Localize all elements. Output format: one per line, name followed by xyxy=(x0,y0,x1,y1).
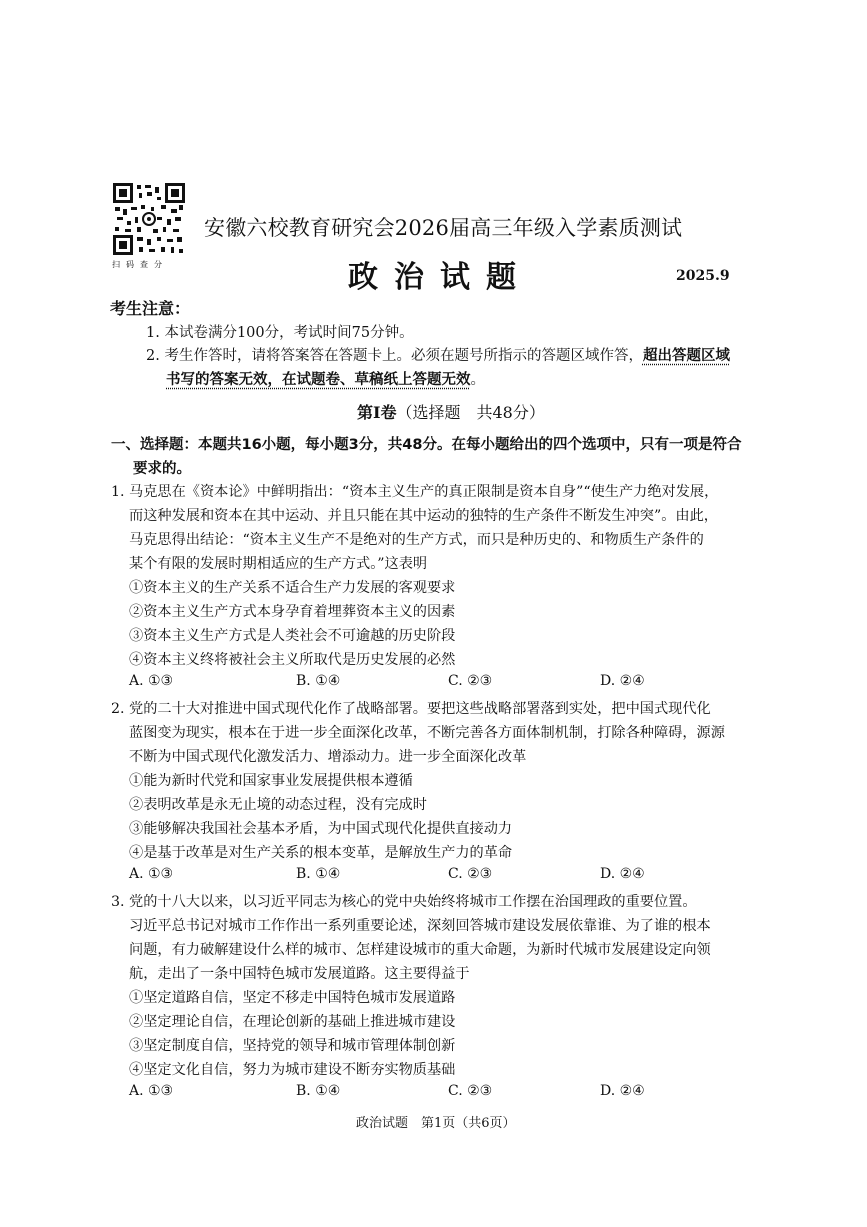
statement: ②表明改革是永无止境的动态过程，没有完成时 xyxy=(129,797,427,813)
option-d: D. ②④ xyxy=(600,866,645,882)
question-text-line: 2. 党的二十大对推进中国式现代化作了战略部署。要把这些战略部署落到实处，把中国式现代化 xyxy=(111,701,711,717)
question-text-line: 马克思得出结论：“资本主义生产不是绝对的生产方式，而只是种历史的、和物质生产条件的 xyxy=(129,532,704,548)
statement: ①能为新时代党和国家事业发展提供根本遵循 xyxy=(129,773,413,789)
statement: ④是基于改革是对生产关系的根本变革，是解放生产力的革命 xyxy=(129,845,513,861)
notice-item-2 xyxy=(146,344,730,365)
question-text-line: 而这种发展和资本在其中运动、并且只能在其中运动的独特的生产条件不断发生冲突”。由此， xyxy=(129,508,718,524)
exam-title: 安徽六校教育研究会2026届高三年级入学素质测试 xyxy=(204,216,683,240)
page-footer: 政治试题 第1页（共6页） xyxy=(356,1116,516,1131)
statement: ①坚定道路自信，坚定不移走中国特色城市发展道路 xyxy=(129,990,456,1006)
notice-item-2-end: 。 xyxy=(470,372,485,388)
option-c: C. ②③ xyxy=(448,1083,493,1099)
notice-title: 考生注意： xyxy=(110,299,191,318)
question-text-line: 问题，有力破解建设什么样的城市、怎样建设城市的重大命题，为新时代城市发展建设定向领 xyxy=(129,942,711,958)
option-c: C. ②③ xyxy=(448,866,493,882)
option-c: C. ②③ xyxy=(448,673,493,689)
part-one-instructions-continued: 要求的。 xyxy=(133,461,191,477)
statement: ②资本主义生产方式本身孕育着埋葬资本主义的因素 xyxy=(129,604,456,620)
section-title-sub: （选择题 共48分） xyxy=(396,403,545,422)
subject-title: 政治试题 xyxy=(348,260,532,295)
section-title xyxy=(357,400,545,423)
option-a: A. ①③ xyxy=(129,673,174,689)
notice-item-1: 1. 本试卷满分100分，考试时间75分钟。 xyxy=(146,325,414,341)
option-d: D. ②④ xyxy=(600,673,645,689)
notice-item-2-text: 2. 考生作答时，请将答案答在答题卡上。必须在题号所指示的答题区域作答， xyxy=(146,348,643,364)
exam-date: 2025.9 xyxy=(676,268,730,284)
statement: ②坚定理论自信，在理论创新的基础上推进城市建设 xyxy=(129,1014,456,1030)
option-b: B. ①④ xyxy=(296,1083,341,1099)
qr-code xyxy=(113,183,185,255)
qr-caption: 扫码查分 xyxy=(112,260,168,269)
statement: ④坚定文化自信，努力为城市建设不断夯实物质基础 xyxy=(129,1062,456,1078)
option-a: A. ①③ xyxy=(129,1083,174,1099)
part-one-instructions: 一、选择题：本题共16小题，每小题3分，共48分。在每小题给出的四个选项中，只有一项是符合 xyxy=(111,437,742,453)
question-text-line: 1. 马克思在《资本论》中鲜明指出：“资本主义生产的真正限制是资本自身”“使生产力绝对发展， xyxy=(111,484,719,500)
notice-item-2-emphasis-1: 超出答题区域 xyxy=(642,348,730,364)
notice-item-2-emphasis-2: 书写的答案无效，在试题卷、草稿纸上答题无效 xyxy=(166,372,471,388)
statement: ③能够解决我国社会基本矛盾，为中国式现代化提供直接动力 xyxy=(129,821,513,837)
question-text-line: 某个有限的发展时期相适应的生产方式。”这表明 xyxy=(129,556,428,572)
option-a: A. ①③ xyxy=(129,866,174,882)
notice-item-2-continued xyxy=(166,368,485,389)
statement: ①资本主义的生产关系不适合生产力发展的客观要求 xyxy=(129,580,456,596)
option-b: B. ①④ xyxy=(296,673,341,689)
question-text-line: 蓝图变为现实，根本在于进一步全面深化改革，不断完善各方面体制机制，打除各种障碍，源源 xyxy=(129,725,725,741)
question-text-line: 3. 党的十八大以来，以习近平同志为核心的党中央始终将城市工作摆在治国理政的重要位置。 xyxy=(111,894,697,910)
statement: ③资本主义生产方式是人类社会不可逾越的历史阶段 xyxy=(129,628,456,644)
option-d: D. ②④ xyxy=(600,1083,645,1099)
statement: ④资本主义终将被社会主义所取代是历史发展的必然 xyxy=(129,652,456,668)
section-title-main: 第Ⅰ卷 xyxy=(357,403,397,422)
statement: ③坚定制度自信，坚持党的领导和城市管理体制创新 xyxy=(129,1038,456,1054)
option-b: B. ①④ xyxy=(296,866,341,882)
question-text-line: 不断为中国式现代化激发活力、增添动力。进一步全面深化改革 xyxy=(129,749,527,765)
question-text-line: 习近平总书记对城市工作作出一系列重要论述，深刻回答城市建设发展依靠谁、为了谁的根本 xyxy=(129,918,711,934)
question-text-line: 航，走出了一条中国特色城市发展道路。这主要得益于 xyxy=(129,966,470,982)
